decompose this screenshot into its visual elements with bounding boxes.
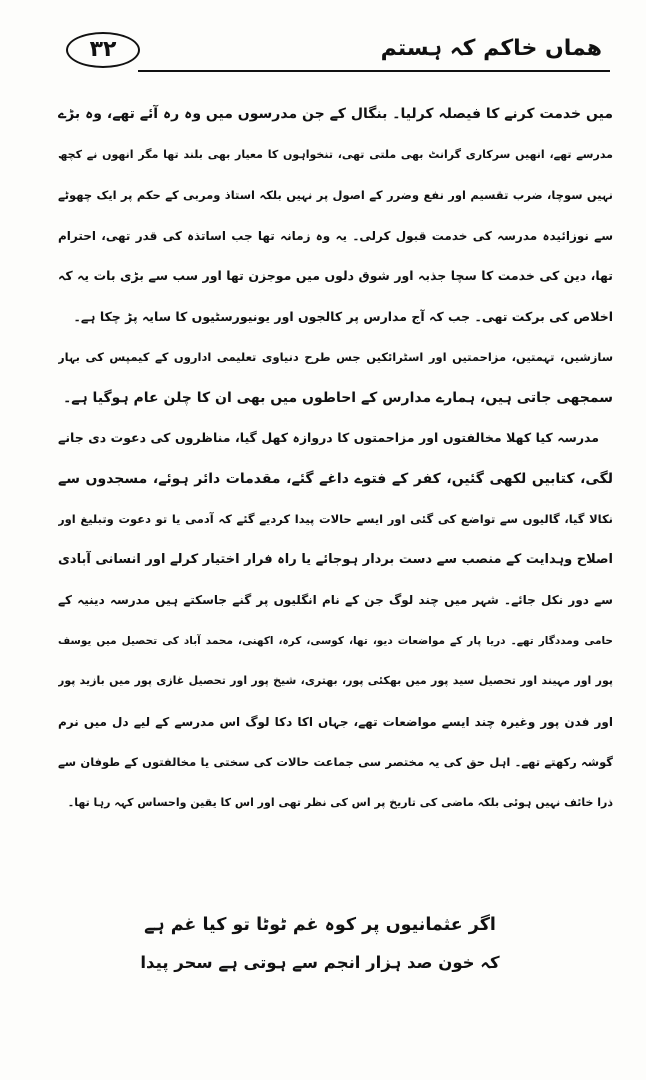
verse-couplet <box>140 906 500 982</box>
text-line: پور اور مہیند اور تحصیل سید پور میں بھکئی پور، بھتری، شیخ پور اور تحصیل غازی پور میں بازید پور <box>58 674 613 687</box>
text-line: اخلاص کی برکت تھی۔ جب کہ آج مدارس پر کالجوں اور یونیورسٹیوں کا سایہ پڑ چکا ہے۔ <box>73 308 613 324</box>
verse-line: اگر عثمانیوں پر کوہ غم ٹوٹا تو کیا غم ہے <box>144 915 496 935</box>
text-line: تھا، دین کی خدمت کا سچا جذبہ اور شوق دلوں میں موجزن تھا اور سب سے بڑی بات یہ کہ <box>58 268 613 283</box>
text-line: مدرسے تھے، انھیں سرکاری گرانٹ بھی ملتی تھی، تنخواہوں کا معیار بھی بلند تھا مگر انھوں نے کچھ <box>58 147 613 161</box>
verse-line: کہ خون صد ہزار انجم سے ہوتی ہے سحر پیدا <box>140 953 500 972</box>
page-header <box>38 30 610 78</box>
page-number: ۳۲ <box>66 32 140 68</box>
text-line: نکالا گیا، گالیوں سے تواضع کی گئی اور ایسے حالات پیدا کردیے گئے کہ آدمی یا تو دعوت وتبلیغ اور <box>58 512 613 526</box>
text-line: سمجھی جاتی ہیں، ہمارے مدارس کے احاطوں میں بھی ان کا چلن عام ہوگیا ہے۔ <box>63 389 613 406</box>
text-line: میں خدمت کرنے کا فیصلہ کرلیا۔ بنگال کے جن مدرسوں میں وہ رہ آئے تھے، وہ بڑے <box>58 106 613 122</box>
header-divider <box>138 70 610 72</box>
text-line: اصلاح وہدایت کے منصب سے دست بردار ہوجائے یا راہ فرار اختیار کرلے اور انسانی آبادی <box>58 551 613 567</box>
text-line: نہیں سوچا، ضرب تقسیم اور نفع وضرر کے اصول پر نہیں بلکہ استاذ ومربی کے حکم پر ایک چھوٹے <box>58 188 613 202</box>
text-line: اور فدن پور وغیرہ چند ایسے مواضعات تھے، جہاں اکا دکا لوگ اس مدرسے کے لیے دل میں نرم <box>58 714 613 729</box>
text-line: سے نوزائیدہ مدرسہ کی خدمت قبول کرلی۔ یہ وہ زمانہ تھا جب اساتذہ کی قدر تھی، احترام <box>58 228 613 243</box>
text-line: گوشہ رکھتے تھے۔ اہل حق کی یہ مختصر سی جماعت حالات کی سختی یا مخالفتوں کے طوفان سے <box>58 755 613 769</box>
text-line: ذرا خائف نہیں ہوئی بلکہ ماضی کی تاریخ پر اس کی نظر تھی اور اس کا یقین واحساس کہہ رہا تھا۔ <box>67 795 613 809</box>
text-line: لگی، کتابیں لکھی گئیں، کفر کے فتوے داغے گئے، مقدمات دائر ہوئے، مسجدوں سے <box>58 470 613 487</box>
text-line: حامی ومددگار تھے۔ دریا پار کے مواضعات دیو، تھا، کوسی، کرہ، اکھنی، محمد آباد کی تحصیل میں یوسف <box>58 634 613 647</box>
running-title: ھماں خاکم کہ ہستم <box>380 36 602 61</box>
text-line: مدرسہ کیا کھلا مخالفتوں اور مزاحمتوں کا دروازہ کھل گیا، مناظروں کی دعوت دی جانے <box>58 430 599 445</box>
text-line: سازشیں، تہمتیں، مزاحمتیں اور اسٹرائکیں جس طرح دنیاوی تعلیمی اداروں کے کیمپس کی بہار <box>58 350 613 364</box>
body-text <box>58 94 613 823</box>
text-line: سے دور نکل جائے۔ شہر میں چند لوگ جن کے نام انگلیوں پر گنے جاسکتے ہیں مدرسہ دینیہ کے <box>58 593 613 607</box>
